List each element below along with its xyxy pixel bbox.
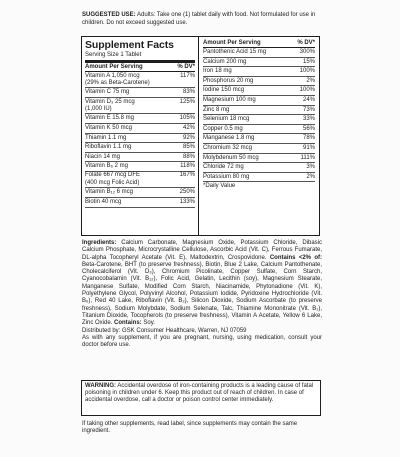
nutrient-row [203, 77, 315, 87]
nutrient-dv: 92% [182, 134, 195, 141]
nutrient-row [203, 106, 315, 116]
nutrient-name: Manganese 1.8 mg [203, 135, 255, 142]
nutrient-name: Iron 18 mg [203, 68, 232, 75]
nutrient-name: Potassium 80 mg [203, 173, 250, 180]
nutrient-row [203, 67, 315, 77]
nutrient-row [85, 198, 195, 208]
nutrient-dv: 105% [179, 115, 195, 122]
nutrient-row [85, 72, 195, 88]
suggested-use-text [82, 12, 322, 27]
nutrient-row [203, 144, 315, 154]
amount-header-right: Amount Per Serving [203, 40, 261, 46]
left-column-header [85, 63, 195, 72]
nutrient-name: Vitamin B₆ 2 mg [85, 163, 128, 170]
nutrient-dv: 56% [302, 125, 315, 132]
nutrient-dv: 100% [299, 87, 315, 94]
ingredients-section [82, 240, 322, 349]
nutrient-dv: 2% [306, 77, 315, 84]
nutrient-dv: 78% [302, 135, 315, 142]
facts-title: Supplement Facts [85, 39, 174, 51]
nutrient-dv: 133% [179, 198, 195, 205]
supplement-note: If taking other supplements, read label, since supplements may contain the same ingredient. [82, 421, 298, 435]
nutrient-dv: 167% [179, 172, 195, 179]
dv-header-right: % DV* [297, 40, 315, 46]
nutrient-row [85, 143, 195, 153]
left-nutrient-list [85, 72, 195, 208]
nutrient-name: Vitamin C 75 mg [85, 89, 130, 96]
nutrient-name: Chloride 72 mg [203, 164, 244, 171]
nutrient-row [203, 48, 315, 58]
nutrient-dv: 250% [179, 189, 195, 196]
ingredients-text [82, 240, 322, 328]
ingredients-main: Calcium Carbonate, Magnesium Oxide, Potassium Chloride, Dibasic Calcium Phosphate, Microcrystalline Cellulose, Ascorbic Acid (Vit. C), Ferrous Fumarate, DL-alpha Tocopheryl Acetate (Vit. E), Maltodextrin, Crospovidone. [82, 240, 322, 261]
warning-text [85, 383, 317, 405]
serving-size: Serving Size 1 Tablet [85, 51, 195, 63]
iron-warning-box [81, 380, 321, 416]
suggested-use-body: Adults: Take one (1) tablet daily with food. Not formulated for use in children. Do not exceed suggested use. [82, 12, 316, 26]
nutrient-row [203, 163, 315, 173]
warning-body: Accidental overdose of iron-containing products is a leading cause of fatal poisoning in children under 6. Keep this product out of reach of children. In case of accidental overdose, call a doctor or poison control center immediately. [85, 383, 314, 404]
nutrient-name: Thiamin 1.1 mg [85, 134, 127, 141]
nutrient-dv: 125% [179, 98, 195, 105]
nutrient-dv: 24% [302, 96, 315, 103]
allergen-label: Contains: [114, 320, 142, 327]
nutrient-dv: 117% [180, 72, 195, 79]
nutrient-row [85, 114, 195, 124]
distributor-line: Distributed by: GSK Consumer Healthcare, Warren, NJ 07059 [82, 327, 247, 334]
nutrient-dv: 88% [182, 153, 195, 160]
nutrient-dv: 15% [302, 58, 315, 65]
nutrient-name: Iodine 150 mcg [203, 87, 245, 94]
nutrient-dv: 85% [182, 144, 195, 151]
nutrient-row [85, 88, 195, 98]
contains-less-label: Contains <2% of: [269, 254, 323, 261]
nutrient-name: Molybdenum 50 mcg [203, 154, 259, 161]
nutrient-name: Biotin 40 mcg [85, 198, 122, 205]
nutrient-dv: 100% [299, 68, 315, 75]
nutrient-dv: 2% [306, 173, 315, 180]
ingredients-label: Ingredients: [82, 240, 117, 246]
nutrient-dv: 42% [182, 125, 195, 131]
nutrient-name: Selenium 18 mcg [203, 116, 250, 123]
nutrient-dv: 33% [302, 116, 315, 123]
dv-header: % DV* [177, 64, 195, 70]
nutrient-row [85, 134, 195, 144]
nutrient-row [85, 172, 195, 188]
nutrient-dv: 73% [302, 106, 315, 113]
nutrient-row [203, 173, 315, 183]
suggested-use-label: SUGGESTED USE: [82, 12, 136, 18]
nutrient-name: Copper 0.5 mg [203, 125, 243, 132]
nutrient-name: Folate 667 mcg DFE (400 mcg Folic Acid) [85, 172, 141, 186]
facts-left-column [82, 37, 199, 235]
daily-value-footnote: *Daily Value [203, 183, 236, 190]
nutrient-name: Pantothenic Acid 15 mg [203, 49, 267, 55]
nutrient-row [85, 162, 195, 172]
nutrient-row [203, 96, 315, 106]
nutrient-name: Calcium 200 mg [203, 58, 247, 65]
medical-advice: As with any supplement, if you are pregnant, nursing, using medication, consult your doctor before use. [82, 334, 322, 349]
nutrient-row [203, 58, 315, 68]
nutrient-name: Vitamin E 15.8 mg [85, 115, 134, 122]
nutrient-dv: 118% [180, 163, 195, 170]
nutrient-name: Riboflavin 1.1 mg [85, 144, 132, 151]
nutrient-name: Chromium 32 mcg [203, 144, 253, 151]
nutrient-dv: 3% [306, 164, 315, 171]
nutrient-dv: 111% [300, 154, 315, 161]
warning-label: WARNING: [85, 383, 116, 389]
nutrient-name: Vitamin K 50 mcg [85, 125, 132, 131]
nutrient-row [203, 125, 315, 135]
nutrient-name: Phosphorus 20 mg [203, 77, 254, 84]
nutrient-row [85, 153, 195, 163]
nutrient-name: Vitamin B₁₂ 6 mcg [85, 189, 133, 196]
facts-right-column [200, 37, 318, 235]
amount-header: Amount Per Serving [85, 64, 143, 70]
nutrient-row [203, 154, 315, 164]
nutrient-dv: 91% [302, 144, 315, 151]
nutrient-name: Vitamin D₃ 25 mcg (1,000 IU) [85, 98, 135, 112]
suggested-use [82, 12, 322, 27]
nutrient-row [203, 134, 315, 144]
right-column-header [203, 39, 315, 48]
nutrient-dv: 83% [182, 89, 195, 96]
nutrient-row [85, 98, 195, 114]
ingredients-minor: Beta-Carotene, BHT (to preserve freshness), Biotin, Blue 2 Lake, Calcium Pantothenate, Cholecalciferol (Vit. D₃), Chromium Picolinate, Copper Sulfate, Corn Starch, Cyanocobalamin (Vit. B₁₂), Folic Acid, Gelatin, Lecithin (soy), Magnesium Stearate, Manganese Sulfate, Modified Corn Starch, Niacinamide, Phytonadione (Vit. K), Polyethylene Glycol, Polyvinyl Alcohol, Potassium Iodide, Pyridoxine Hydrochloride (Vit. B₆), Red 40 Lake, Riboflavin (Vit. B₂), Silicon Dioxide, Sodium Ascorbate (to preserve freshness), Sodium Molybdate, Sodium Selenate, Talc, Thiamine Mononitrate (Vit. B₁), Titanium Dioxide, Tocopherols (to preserve freshness), Vitamin A Acetate, Yellow 6 Lake, Zinc Oxide. [82, 261, 322, 327]
nutrient-name: Vitamin A 1,050 mcg (29% as Beta-Carotene) [85, 72, 150, 86]
nutrient-dv: 300% [299, 49, 315, 55]
supplement-facts-panel [81, 36, 320, 236]
nutrient-name: Zinc 8 mg [203, 106, 230, 113]
nutrient-row [85, 188, 195, 198]
nutrient-row [203, 115, 315, 125]
nutrient-row [203, 86, 315, 96]
nutrient-name: Niacin 14 mg [85, 153, 121, 160]
allergen-text: Soy. [141, 320, 155, 327]
nutrient-name: Magnesium 100 mg [203, 96, 256, 103]
right-nutrient-list [203, 48, 315, 182]
nutrient-row [85, 124, 195, 134]
